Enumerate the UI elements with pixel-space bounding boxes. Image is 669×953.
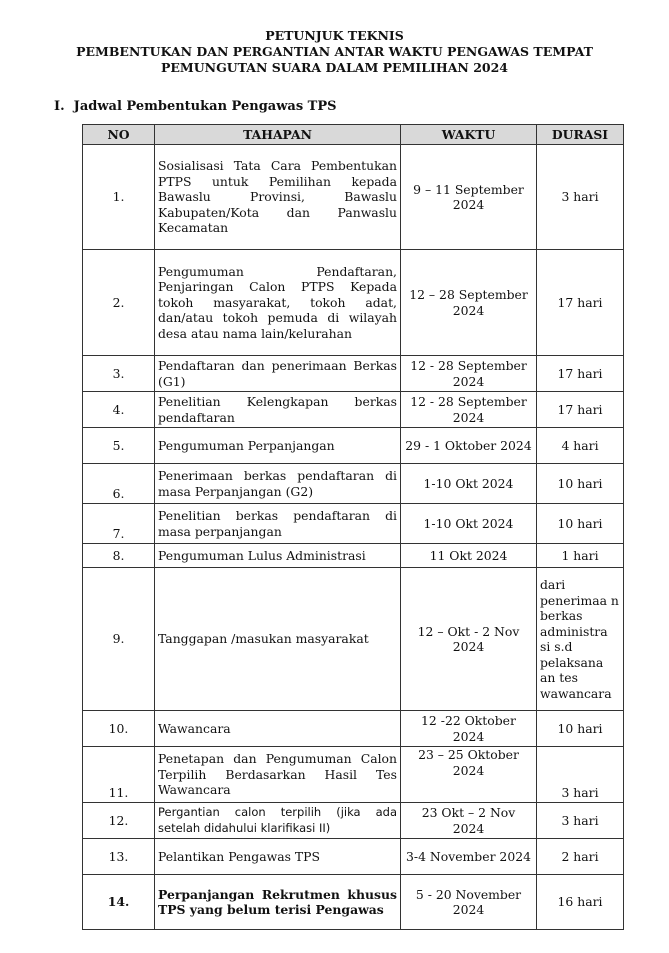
row-durasi: 17 hari: [537, 250, 624, 356]
row-waktu: 12 -22 Oktober 2024: [401, 711, 537, 747]
row-tahapan: Pengumuman Lulus Administrasi: [155, 544, 401, 568]
row-waktu: 12 - 28 September 2024: [401, 356, 537, 392]
row-tahapan: Pendaftaran dan penerimaan Berkas (G1): [155, 356, 401, 392]
doc-title-line3: PEMUNGUTAN SUARA DALAM PEMILIHAN 2024: [161, 60, 508, 75]
row-waktu: 12 - 28 September 2024: [401, 392, 537, 428]
table-row: [83, 250, 624, 356]
table-header-row: [83, 125, 624, 145]
row-no: 9.: [83, 568, 155, 711]
section-title: Jadwal Pembentukan Pengawas TPS: [73, 99, 337, 114]
row-waktu: 12 – 28 September 2024: [401, 250, 537, 356]
header-no: NO: [83, 125, 155, 145]
row-tahapan: Pengumuman Perpanjangan: [155, 428, 401, 464]
row-waktu: 5 - 20 November 2024: [401, 875, 537, 930]
row-waktu: 9 – 11 September 2024: [401, 145, 537, 250]
row-tahapan: Tanggapan /masukan masyarakat: [155, 568, 401, 711]
row-no: 10.: [83, 711, 155, 747]
row-no: 1.: [83, 145, 155, 250]
row-no: 4.: [83, 392, 155, 428]
table-row: [83, 747, 624, 803]
row-no: 2.: [83, 250, 155, 356]
row-waktu: 11 Okt 2024: [401, 544, 537, 568]
table-row: [83, 392, 624, 428]
row-tahapan: Pelantikan Pengawas TPS: [155, 839, 401, 875]
schedule-table: [82, 124, 624, 930]
row-durasi: 17 hari: [537, 356, 624, 392]
table-row: [83, 504, 624, 544]
table-row: [83, 544, 624, 568]
row-no: 7.: [83, 504, 155, 544]
row-waktu: 23 – 25 Oktober 2024: [401, 747, 537, 803]
row-durasi: 10 hari: [537, 464, 624, 504]
row-durasi: 4 hari: [537, 428, 624, 464]
row-no: 6.: [83, 464, 155, 504]
table-row: [83, 711, 624, 747]
row-durasi: 3 hari: [537, 803, 624, 839]
row-waktu: 3-4 November 2024: [401, 839, 537, 875]
header-waktu: WAKTU: [401, 125, 537, 145]
section-number: I.: [54, 99, 65, 114]
row-durasi: 17 hari: [537, 392, 624, 428]
row-durasi: 3 hari: [537, 747, 624, 803]
header-tahapan: TAHAPAN: [155, 125, 401, 145]
table-row: [83, 568, 624, 711]
row-waktu: 12 – Okt - 2 Nov 2024: [401, 568, 537, 711]
row-no: 5.: [83, 428, 155, 464]
row-no: 11.: [83, 747, 155, 803]
table-row: [83, 875, 624, 930]
row-durasi: 16 hari: [537, 875, 624, 930]
row-tahapan: Wawancara: [155, 711, 401, 747]
row-tahapan: Pergantian calon terpilih (jika ada setelah didahului klarifikasi II): [155, 803, 401, 839]
section-heading: [54, 99, 337, 114]
table-row: [83, 464, 624, 504]
row-tahapan: Perpanjangan Rekrutmen khusus TPS yang belum terisi Pengawas: [155, 875, 401, 930]
row-durasi: 10 hari: [537, 504, 624, 544]
row-durasi: 3 hari: [537, 145, 624, 250]
table-row: [83, 839, 624, 875]
row-no: 8.: [83, 544, 155, 568]
table-row: [83, 428, 624, 464]
row-tahapan: Sosialisasi Tata Cara Pembentukan PTPS untuk Pemilihan kepada Bawaslu Provinsi, Bawaslu Kabupaten/Kota dan Panwaslu Kecamatan: [155, 145, 401, 250]
header-durasi: DURASI: [537, 125, 624, 145]
table-row: [83, 356, 624, 392]
row-no: 12.: [83, 803, 155, 839]
table-row: [83, 145, 624, 250]
row-waktu: 23 Okt – 2 Nov 2024: [401, 803, 537, 839]
row-tahapan: Penetapan dan Pengumuman Calon Terpilih Berdasarkan Hasil Tes Wawancara: [155, 747, 401, 803]
table-row: [83, 803, 624, 839]
row-durasi: 2 hari: [537, 839, 624, 875]
row-tahapan: Penelitian berkas pendaftaran di masa perpanjangan: [155, 504, 401, 544]
doc-title-line2: PEMBENTUKAN DAN PERGANTIAN ANTAR WAKTU PENGAWAS TEMPAT: [76, 44, 593, 59]
row-tahapan: Penelitian Kelengkapan berkas pendaftaran: [155, 392, 401, 428]
row-no: 3.: [83, 356, 155, 392]
row-no: 13.: [83, 839, 155, 875]
row-durasi: 1 hari: [537, 544, 624, 568]
doc-title-line1: PETUNJUK TEKNIS: [265, 28, 404, 43]
row-tahapan: Pengumuman Pendaftaran, Penjaringan Calon PTPS Kepada tokoh masyarakat, tokoh adat, dan/atau tokoh pemuda di wilayah desa atau nama lain/kelurahan: [155, 250, 401, 356]
row-durasi: dari penerimaa n berkas administra si s.d pelaksana an tes wawancara: [537, 568, 624, 711]
row-durasi: 10 hari: [537, 711, 624, 747]
row-no: 14.: [83, 875, 155, 930]
row-waktu: 29 - 1 Oktober 2024: [401, 428, 537, 464]
row-waktu: 1-10 Okt 2024: [401, 504, 537, 544]
row-waktu: 1-10 Okt 2024: [401, 464, 537, 504]
row-tahapan: Penerimaan berkas pendaftaran di masa Perpanjangan (G2): [155, 464, 401, 504]
